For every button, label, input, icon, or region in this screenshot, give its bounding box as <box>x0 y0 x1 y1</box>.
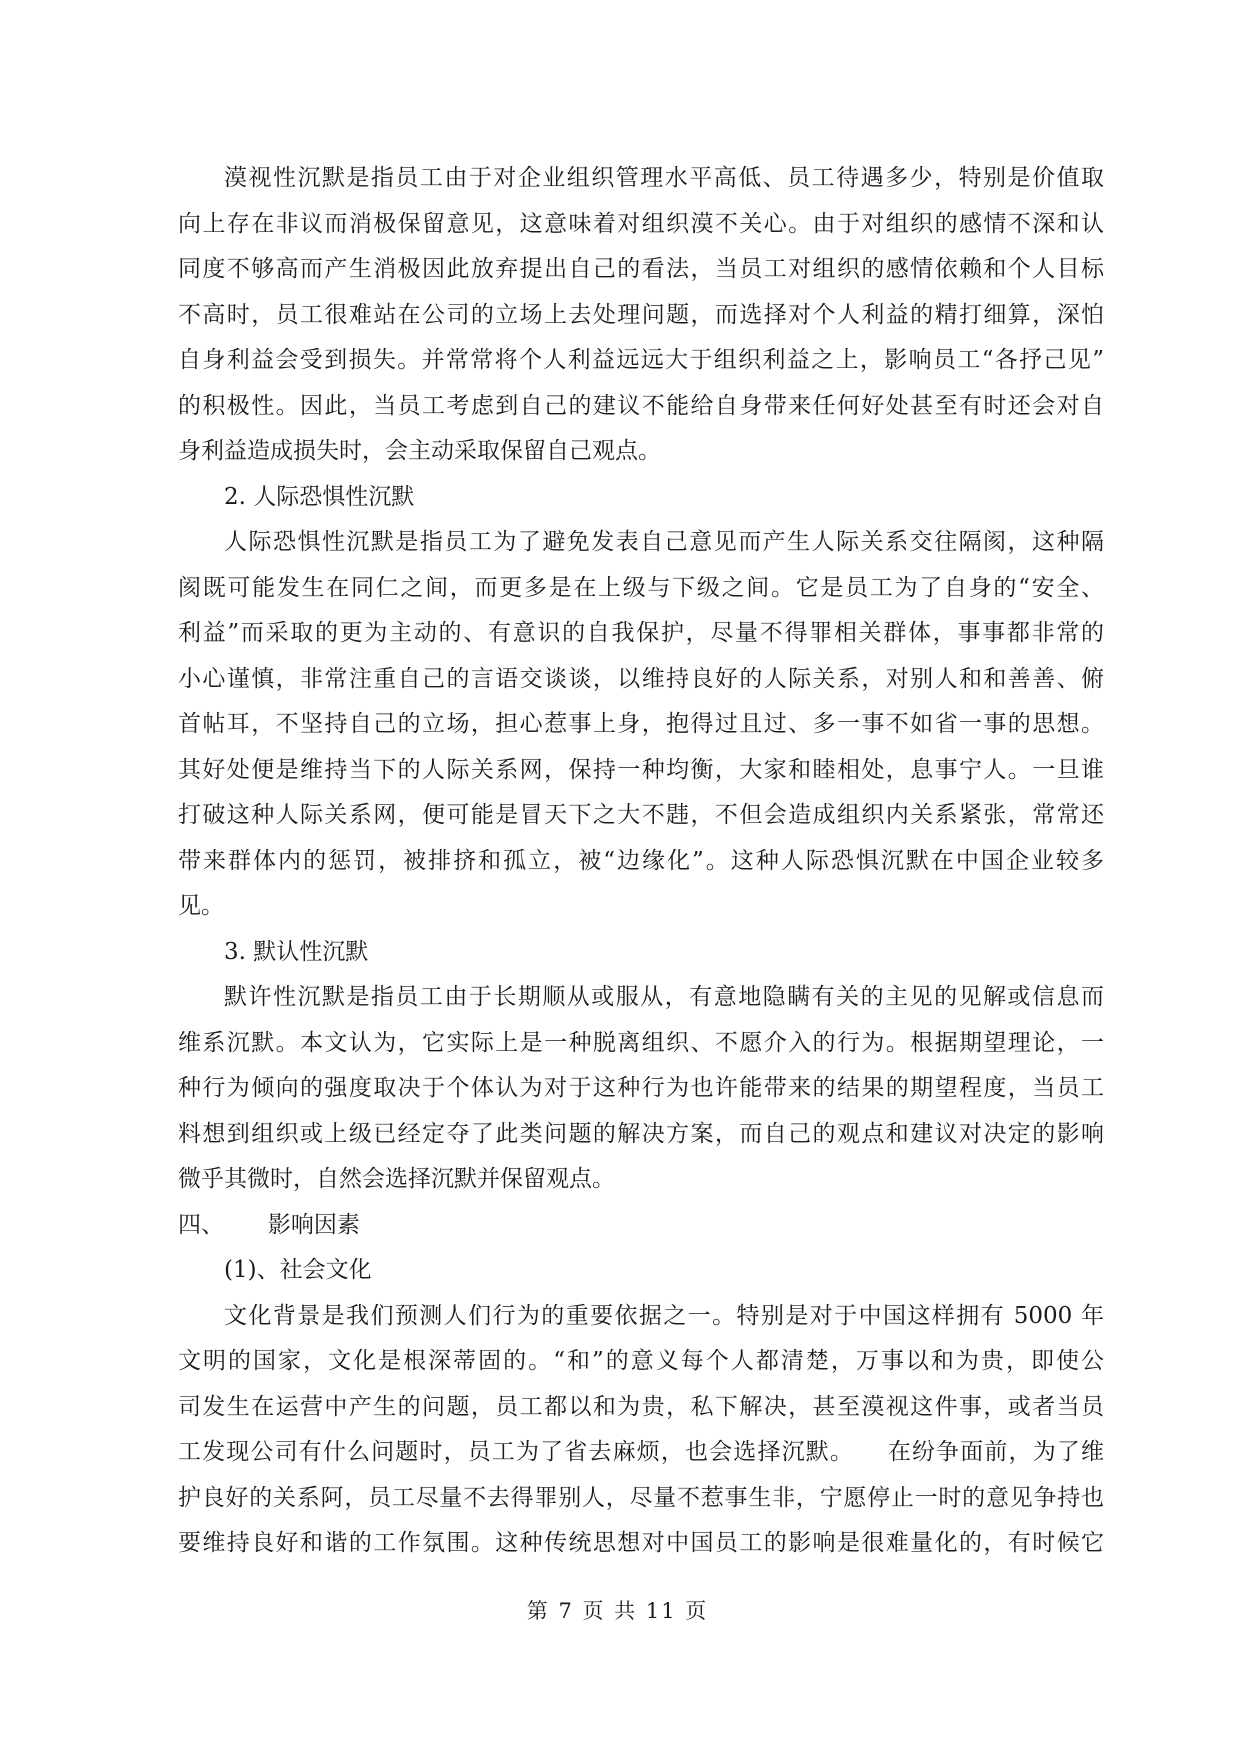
text-line: 微乎其微时，自然会选择沉默并保留观点。 <box>178 1166 615 1192</box>
page-number-footer: 第 7 页 共 11 页 <box>526 1599 709 1623</box>
text-line: 漠视性沉默是指员工由于对企业组织管理水平高低、员工待遇多少，特别是价值取 <box>224 165 1104 191</box>
text-line: 护良好的关系阿，员工尽量不去得罪别人，尽量不惹事生非，宁愿停止一时的意见争持也 <box>178 1484 1104 1511</box>
text-line: 料想到组织或上级已经定夺了此类问题的解决方案，而自己的观点和建议对决定的影响 <box>178 1120 1104 1147</box>
subheading: 2. 人际恐惧性沉默 <box>224 483 415 510</box>
text-line: 打破这种人际关系网，便可能是冒天下之大不韪，不但会造成组织内关系紧张，常常还 <box>178 802 1104 828</box>
text-line: 文明的国家，文化是根深蒂固的。“和”的意义每个人都清楚，万事以和为贵，即使公 <box>178 1348 1104 1374</box>
text-line: 小心谨慎，非常注重自己的言语交谈谈，以维持良好的人际关系，对别人和和善善、俯 <box>178 665 1104 692</box>
text-line: 种行为倾向的强度取决于个体认为对于这种行为也许能带来的结果的期望程度，当员工 <box>178 1075 1104 1101</box>
text-line: 人际恐惧性沉默是指员工为了避免发表自己意见而产生人际关系交往隔阂，这种隔 <box>224 529 1104 555</box>
text-line: 不高时，员工很难站在公司的立场上去处理问题，而选择对个人利益的精打细算，深怕 <box>178 301 1104 328</box>
text-line: 利益”而采取的更为主动的、有意识的自我保护，尽量不得罪相关群体，事事都非常的 <box>178 620 1104 646</box>
text-line: 首帖耳，不坚持自己的立场，担心惹事上身，抱得过且过、多一事不如省一事的思想。 <box>178 711 1104 737</box>
text-line: 同度不够高而产生消极因此放弃提出自己的看法，当员工对组织的感情依赖和个人目标 <box>178 256 1104 282</box>
subheading: (1)、社会文化 <box>224 1257 372 1283</box>
text-line: 阂既可能发生在同仁之间，而更多是在上级与下级之间。它是员工为了自身的“安全、 <box>178 574 1104 601</box>
text-line: 工发现公司有什么问题时，员工为了省去麻烦，也会选择沉默。 在纷争面前，为了维 <box>178 1439 1104 1465</box>
text-line: 其好处便是维持当下的人际关系网，保持一种均衡，大家和睦相处，息事宁人。一旦谁 <box>178 756 1104 783</box>
text-line: 的积极性。因此，当员工考虑到自己的建议不能给自身带来任何好处甚至有时还会对自 <box>178 392 1104 419</box>
text-line: 文化背景是我们预测人们行为的重要依据之一。特别是对于中国这样拥有 5000 年 <box>224 1302 1104 1329</box>
text-line: 身利益造成损失时，会主动采取保留自己观点。 <box>178 438 661 464</box>
section-heading: 四、 影响因素 <box>178 1211 360 1238</box>
text-line: 自身利益会受到损失。并常常将个人利益远远大于组织利益之上，影响员工“各抒己见” <box>178 347 1104 373</box>
text-line: 向上存在非议而消极保留意见，这意味着对组织漠不关心。由于对组织的感情不深和认 <box>178 210 1104 237</box>
document-body <box>178 156 1104 1567</box>
text-line: 要维持良好和谐的工作氛围。这种传统思想对中国员工的影响是很难量化的，有时候它 <box>178 1530 1104 1556</box>
text-line: 司发生在运营中产生的问题，员工都以和为贵，私下解决，甚至漠视这件事，或者当员 <box>178 1393 1104 1420</box>
text-line: 见。 <box>178 893 224 919</box>
text-line: 默许性沉默是指员工由于长期顺从或服从，有意地隐瞒有关的主见的见解或信息而 <box>224 984 1104 1010</box>
text-line: 维系沉默。本文认为，它实际上是一种脱离组织、不愿介入的行为。根据期望理论，一 <box>178 1029 1104 1056</box>
text-line: 带来群体内的惩罚，被排挤和孤立，被“边缘化”。这种人际恐惧沉默在中国企业较多 <box>178 847 1104 874</box>
subheading: 3. 默认性沉默 <box>224 938 369 965</box>
